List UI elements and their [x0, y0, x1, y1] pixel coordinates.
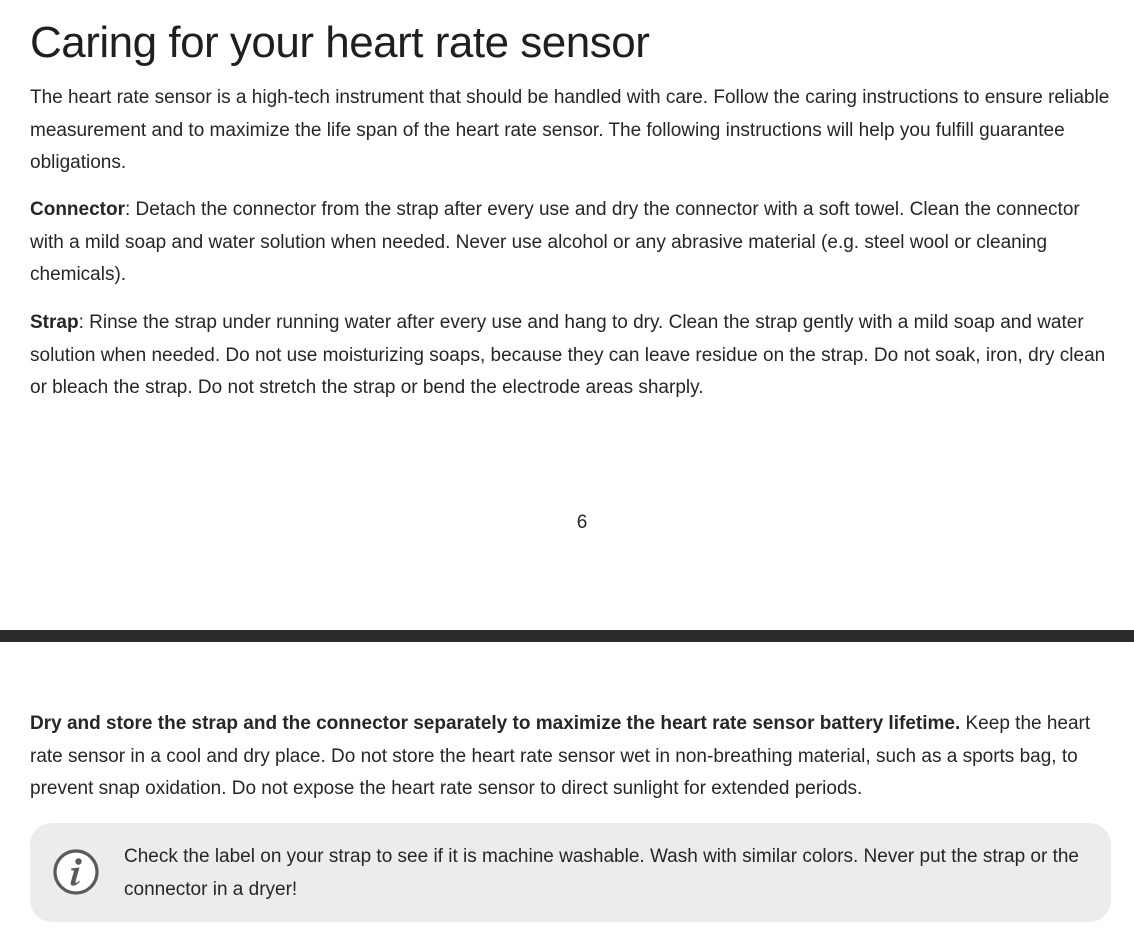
note-box [30, 823, 1111, 922]
connector-paragraph [30, 194, 1110, 292]
storage-paragraph [30, 708, 1110, 806]
page-divider [0, 630, 1134, 642]
strap-paragraph [30, 307, 1110, 405]
strap-text: : Rinse the strap under running water after every use and hang to dry. Clean the strap gently with a mild soap and water solution when needed. Do not use moisturizing soaps, because they can leave residue on the strap. Do not soak, iron, dry clean or bleach the strap. Do not stretch the strap or bend the electrode areas sharply. [30, 312, 1106, 398]
info-icon [52, 848, 100, 896]
strap-label: Strap [30, 312, 79, 333]
connector-text: : Detach the connector from the strap after every use and dry the connector with a soft towel. Clean the connector with a mild soap and water solution when needed. Never use alcohol or any abrasive material (e.g. steel wool or cleaning chemicals). [30, 199, 1080, 285]
note-text: Check the label on your strap to see if it is machine washable. Wash with similar colors. Never put the strap or the connector in a dryer! [124, 846, 1080, 900]
connector-label: Connector [30, 199, 125, 220]
page-number: 6 [576, 512, 588, 533]
storage-text: Keep the heart rate sensor in a cool and dry place. Do not store the heart rate sensor wet in non-breathing material, such as a sports bag, to prevent snap oxidation. Do not expose the heart rate sensor to direct sunlight for extended periods. [30, 713, 1091, 799]
intro-paragraph: The heart rate sensor is a high-tech instrument that should be handled with care. Follow the caring instructions to ensure reliable measurement and to maximize the life span of the heart rate sensor. The following instructions will help you fulfill guarantee obligations. [30, 87, 1110, 173]
page-title: Caring for your heart rate sensor [30, 18, 650, 67]
storage-bold-text: Dry and store the strap and the connector separately to maximize the heart rate sensor battery lifetime. [30, 713, 961, 734]
